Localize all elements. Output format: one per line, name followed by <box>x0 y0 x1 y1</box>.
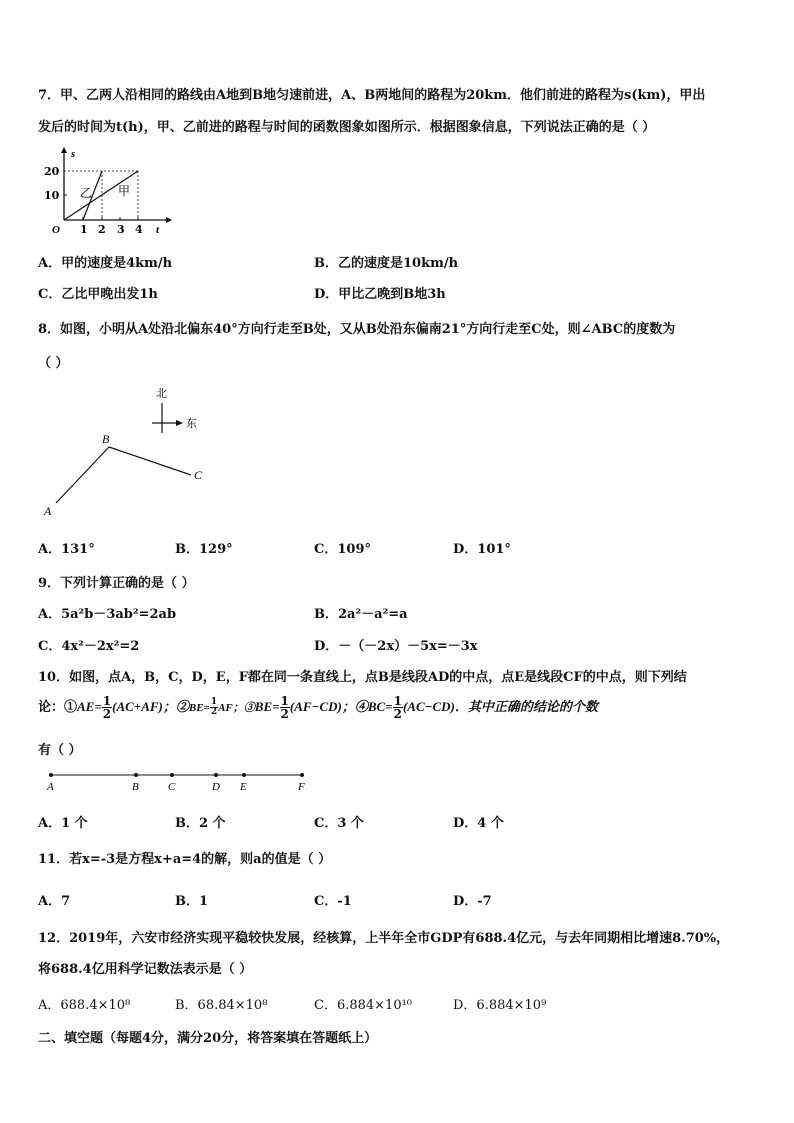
q10-f2-lhs: BE= <box>188 702 210 714</box>
q10-point-c: C <box>168 781 176 793</box>
q10-f3-rhs: (AF−CD)；④ <box>289 699 368 714</box>
q8-line2: （ ） <box>38 356 69 371</box>
q12-option-a[interactable]: A．688.4×10⁸ <box>38 998 131 1013</box>
q10-f1-rhs: (AC+AF)；② <box>112 699 189 714</box>
q10-line2: 论：①AE= $\frac{1}{2}$ (AC+AF)；②BE= $\frac{1}{2}$ AF；③BE= $\frac{1}{2}$ (AF−CD)；④BC= $\frac{1}{2}$ (AC−CD)．其中正确的结论的个数 <box>38 694 598 721</box>
q7-option-c[interactable]: C．乙比甲晚出发1h <box>38 287 158 302</box>
q8-point-b: B <box>102 432 110 446</box>
section-2-heading: 二、填空题（每题4分，满分20分，将答案填在答题纸上） <box>38 1031 378 1046</box>
q11-option-b[interactable]: B．1 <box>175 894 209 909</box>
q8-segment-bc <box>109 447 191 475</box>
q10-point-b: B <box>132 781 139 793</box>
q10-f3-lhs: BE= <box>254 699 280 714</box>
q10-point-d: D <box>212 781 220 793</box>
q10-number-line <box>38 766 318 794</box>
q7-line2: 发后的时间为t(h)，甲、乙前进的路程与时间的函数图象如图所示．根据图象信息，下列说法正确的是（ ） <box>38 120 656 135</box>
q7-label-yi: 乙 <box>80 186 93 200</box>
q7-xtick-4: 4 <box>135 223 143 236</box>
q10-f3-frac: $\frac{1}{2}$ <box>280 694 289 721</box>
q8-east-label: 东 <box>186 417 197 430</box>
q10-point-a: A <box>47 781 54 793</box>
q7-x-label: t <box>156 224 160 236</box>
q7-option-a[interactable]: A．甲的速度是4km/h <box>38 256 173 271</box>
q10-option-a[interactable]: A．1 个 <box>38 816 88 831</box>
q10-f2-frac: $\frac{1}{2}$ <box>210 697 218 717</box>
q9-line1: 9．下列计算正确的是（ ） <box>38 576 195 591</box>
q7-y-label: s <box>71 148 76 160</box>
q10-f4-lhs: BC= <box>367 699 393 714</box>
q11-option-d[interactable]: D．-7 <box>453 894 492 909</box>
q10-line3: 有（ ） <box>38 743 82 758</box>
q8-diagram <box>38 383 218 519</box>
q7-xtick-2: 2 <box>98 223 106 236</box>
q8-point-a: A <box>44 504 52 518</box>
q7-option-b[interactable]: B．乙的速度是10km/h <box>314 256 459 271</box>
q7-xtick-1: 1 <box>80 223 88 236</box>
q12-option-d[interactable]: D．6.884×10⁹ <box>453 998 547 1013</box>
q9-option-c[interactable]: C．4x²－2x²=2 <box>38 639 140 654</box>
q7-ytick-10: 10 <box>44 189 60 202</box>
q10-point-e: E <box>240 781 247 793</box>
q9-option-b[interactable]: B．2a²－a²=a <box>314 607 408 622</box>
q11-option-a[interactable]: A．7 <box>38 894 71 909</box>
q7-ytick-20: 20 <box>44 165 60 178</box>
q10-f1-frac: $\frac{1}{2}$ <box>102 694 112 721</box>
q11-option-c[interactable]: C．-1 <box>314 894 352 909</box>
q11-line1: 11．若x=-3是方程x+a=4的解，则a的值是（ ） <box>38 852 332 867</box>
q12-option-c[interactable]: C．6.884×10¹⁰ <box>314 998 413 1013</box>
q12-line1: 12．2019年，六安市经济实现平稳较快发展，经核算，上半年全市GDP有688.4亿元，与去年同期相比增速8.70%， <box>38 931 730 946</box>
q7-graph <box>38 145 173 237</box>
q10-option-d[interactable]: D．4 个 <box>453 816 504 831</box>
q10-f4-frac: $\frac{1}{2}$ <box>393 694 402 721</box>
q8-point-c: C <box>194 468 203 482</box>
q10-option-b[interactable]: B．2 个 <box>175 816 226 831</box>
q10-option-c[interactable]: C．3 个 <box>314 816 364 831</box>
q9-option-d[interactable]: D．－（－2x）－5x=－3x <box>314 639 478 654</box>
q8-option-b[interactable]: B．129° <box>175 542 233 557</box>
q12-option-b[interactable]: B．68.84×10⁸ <box>175 998 268 1013</box>
q12-line2: 将688.4亿用科学记数法表示是（ ） <box>38 962 253 977</box>
q8-north-label: 北 <box>156 387 167 400</box>
q8-option-d[interactable]: D．101° <box>453 542 511 557</box>
q10-f4-rhs: (AC−CD)．其中正确的结论的个数 <box>402 699 598 714</box>
q7-line1: 7．甲、乙两人沿相同的路线由A地到B地匀速前进，A、B两地间的路程为20km．他们前进的路程为s(km)，甲出 <box>38 88 706 103</box>
q7-origin: O <box>52 224 60 236</box>
q8-option-a[interactable]: A．131° <box>38 542 95 557</box>
q10-line1: 10．如图，点A，B，C，D，E，F都在同一条直线上，点B是线段AD的中点，点E是线段CF的中点，则下列结 <box>38 670 687 685</box>
q7-label-jia: 甲 <box>118 184 131 198</box>
q8-line1: 8．如图，小明从A处沿北偏东40°方向行走至B处，又从B处沿东偏南21°方向行走至C处，则∠ABC的度数为 <box>38 322 676 337</box>
q10-f1-lhs: AE= <box>77 699 102 714</box>
q7-xtick-3: 3 <box>117 223 125 236</box>
q8-option-c[interactable]: C．109° <box>314 542 371 557</box>
q10-f2-rhs: AF；③ <box>218 702 255 714</box>
q8-segment-ab <box>56 447 109 503</box>
q10-point-f: F <box>298 781 305 793</box>
q9-option-a[interactable]: A．5a²b－3ab²=2ab <box>38 607 177 622</box>
q7-option-d[interactable]: D．甲比乙晚到B地3h <box>314 287 446 302</box>
